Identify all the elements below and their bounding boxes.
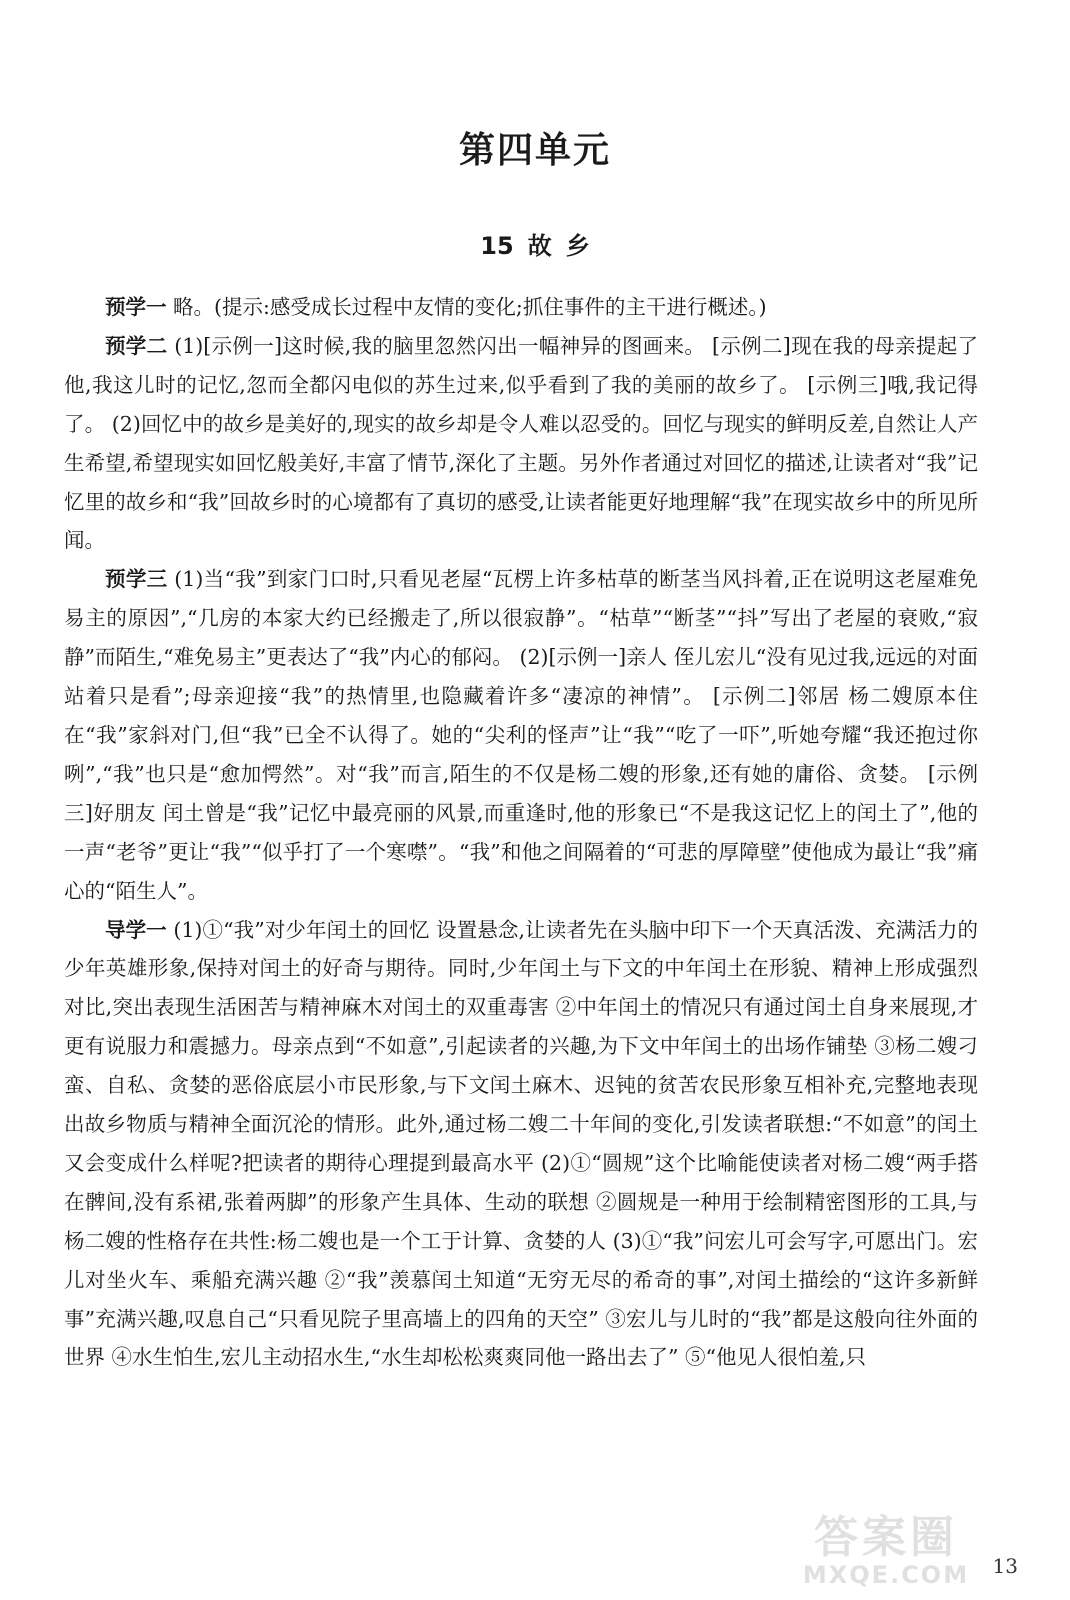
watermark-logo (776, 1514, 996, 1594)
paragraph-text: (1)[示例一]这时候,我的脑里忽然闪出一幅神异的图画来。 [示例二]现在我的母亲提起了他,我这儿时的记忆,忽而全都闪电似的苏生过来,似乎看到了我的美丽的故乡了。 [示例三]哦,我记得了。 (2)回忆中的故乡是美好的,现实的故乡却是令人难以忍受的。回忆与现实的鲜明反差,自然让人产生希望,希望现实如回忆般美好,丰富了情节,深化了主题。另外作者通过对回忆的描述,让读者对“我”记忆里的故乡和“我”回故乡时的心境都有了真切的感受,让读者能更好地理解“我”在现实故乡中的所见所闻。 (64, 333, 979, 553)
answer-paragraph-yuxue3 (64, 560, 978, 910)
paragraph-text: (1)①“我”对少年闰土的回忆 设置悬念,让读者先在头脑中印下一个天真活泼、充满活力的少年英雄形象,保持对闰土的好奇与期待。同时,少年闰土与下文的中年闰土在形貌、精神上形成强烈对比,突出表现生活困苦与精神麻木对闰土的双重毒害 ②中年闰土的情况只有通过闰土自身来展现,才更有说服力和震撼力。母亲点到“不如意”,引起读者的兴趣,为下文中年闰土的出场作铺垫 ③杨二嫂刁蛮、自私、贪婪的恶俗底层小市民形象,与下文闰土麻木、迟钝的贫苦农民形象互相补充,完整地表现出故乡物质与精神全面沉沦的情形。此外,通过杨二嫂二十年间的变化,引发读者联想:“不如意”的闰土又会变成什么样呢?把读者的期待心理提到最高水平 (2)①“圆规”这个比喻能使读者对杨二嫂“两手搭在髀间,没有系裙,张着两脚”的形象产生具体、生动的联想 ②圆规是一种用于绘制精密图形的工具,与杨二嫂的性格存在共性:杨二嫂也是一个工于计算、贪婪的人 (3)①“我”问宏儿可会写字,可愿出门。宏儿对坐火车、乘船充满兴趣 ②“我”羡慕闰土知道“无穷无尽的希奇的事”,对闰土描绘的“这许多新鲜事”充满兴趣,叹息自己“只看见院子里高墙上的四角的天空” ③宏儿与儿时的“我”都是这般向往外面的世界 ④水生怕生,宏儿主动招水生,“水生却松松爽爽同他一路出去了” ⑤“他见人很怕羞,只 (64, 917, 979, 1370)
section-label: 预学二 (105, 333, 168, 358)
answer-paragraph-yuxue1 (64, 288, 978, 327)
paragraph-text: 略。(提示:感受成长过程中友情的变化;抓住事件的主干进行概述。) (166, 295, 767, 319)
answer-paragraph-daoxue1 (64, 911, 978, 1378)
lesson-title (0, 226, 1070, 261)
answer-paragraph-yuxue2 (64, 327, 978, 560)
lesson-title-char-1: 故 (527, 232, 552, 260)
lesson-number: 15 (480, 232, 514, 260)
section-label: 预学三 (105, 567, 168, 592)
lesson-title-char-2: 乡 (565, 232, 590, 260)
paragraph-text: (1)当“我”到家门口时,只看见老屋“瓦楞上许多枯草的断茎当风抖着,正在说明这老屋难免易主的原因”,“几房的本家大约已经搬走了,所以很寂静”。“枯草”“断茎”“抖”写出了老屋的衰败,“寂静”而陌生,“难免易主”更表达了“我”内心的郁闷。 (2)[示例一]亲人 侄儿宏儿“没有见过我,远远的对面站着只是看”;母亲迎接“我”的热情里,也隐藏着许多“凄凉的神情”。 [示例二]邻居 杨二嫂原本住在“我”家斜对门,但“我”已全不认得了。她的“尖利的怪声”让“我”“吃了一吓”,听她夸耀“我还抱过你咧”,“我”也只是“愈加愕然”。对“我”而言,陌生的不仅是杨二嫂的形象,还有她的庸俗、贪婪。 [示例三]好朋友 闰土曾是“我”记忆中最亮丽的风景,而重逢时,他的形象已“不是我这记忆上的闰土了”,他的一声“老爷”更让“我”“似乎打了一个寒噤”。“我”和他之间隔着的“可悲的厚障壁”使他成为最让“我”痛心的“陌生人”。 (64, 567, 978, 903)
watermark-text-bottom: MXQE.COM (802, 1561, 970, 1589)
section-label: 预学一 (105, 295, 167, 319)
section-label: 导学一 (105, 917, 167, 942)
watermark-text-top: 答案圈 (814, 1512, 958, 1563)
unit-title: 第四单元 (458, 130, 611, 171)
answer-content (64, 288, 978, 1377)
page-number: 13 (992, 1554, 1018, 1578)
